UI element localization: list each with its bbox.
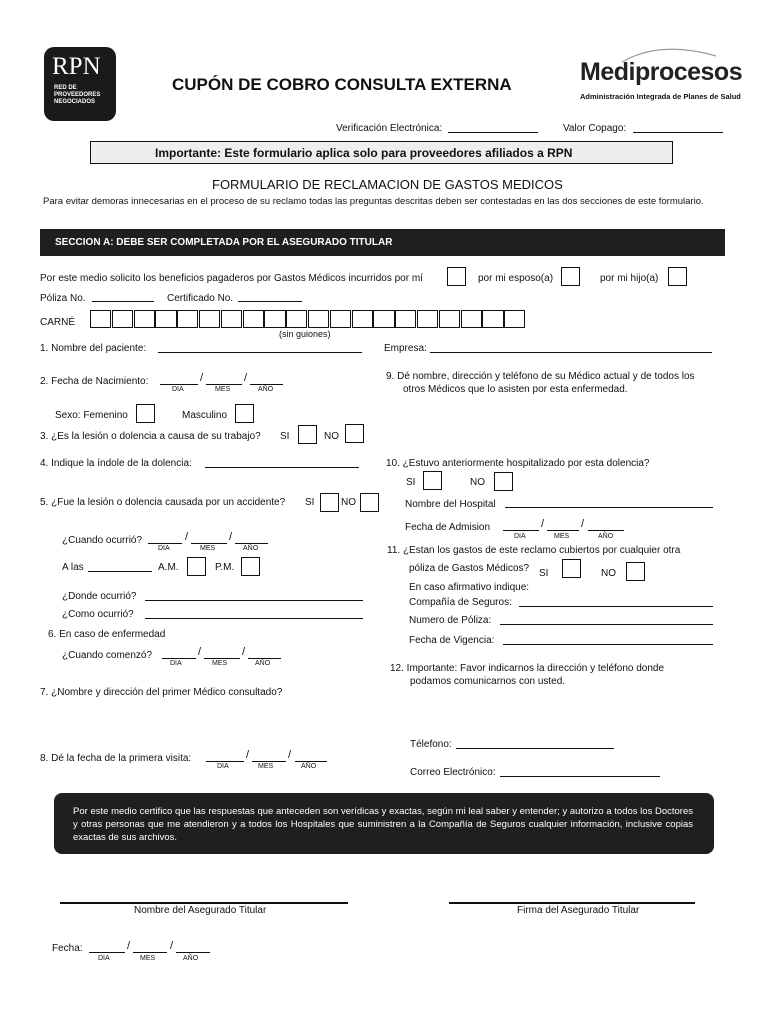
spouse-checkbox[interactable] [561,267,580,286]
correo-field[interactable] [500,776,660,777]
sign-month-field[interactable] [133,952,167,953]
verificacion-field[interactable] [448,132,538,133]
q10-no-label: NO [470,477,485,488]
carne-cell[interactable] [134,310,155,328]
mes-caption: MES [554,533,570,540]
form-title: FORMULARIO DE RECLAMACION DE GASTOS MEDICOS [212,177,563,192]
poliza-label: Póliza No. [40,293,86,304]
ano-caption: AÑO [301,763,317,770]
mes-caption: MES [258,763,274,770]
donde-label: ¿Donde ocurrió? [62,591,137,602]
carne-cell[interactable] [264,310,285,328]
q5-si-checkbox[interactable] [320,493,339,512]
certification-text: Por este medio certifico que las respuestas que anteceden son verídicas y exactas, según mi leal saber y entender; y autorizo a todos los Doctores y otras personas que me atendieron y a todos los Hospitales que suministren a la Compañía de Seguros cualquier información, inclusive copias exactas de sus archivos. [73,806,693,843]
sexo-label: Sexo: Femenino [55,410,128,421]
copago-label: Valor Copago: [563,123,627,134]
q2-label: 2. Fecha de Nacimiento: [40,376,149,387]
carne-label: CARNÉ [40,317,76,328]
copago-field[interactable] [633,132,723,133]
admision-day-field[interactable] [503,530,539,531]
time-field[interactable] [88,571,152,572]
empresa-label: Empresa: [384,343,427,354]
visit-day-field[interactable] [206,761,244,762]
illness-year-field[interactable] [248,658,281,659]
ano-caption: AÑO [258,386,274,393]
intro-text: Para evitar demoras innecesarias en el proceso de su reclamo todas las preguntas descritas deben ser contestadas en las dos secciones de este formulario. [43,196,704,207]
birth-year-field[interactable] [250,384,283,385]
patient-name-field[interactable] [158,352,362,353]
q9-label-1: 9. Dé nombre, dirección y teléfono de su Médico actual y de todos los [386,371,695,382]
q11-si-checkbox[interactable] [562,559,581,578]
mes-caption: MES [140,955,156,962]
carne-cell[interactable] [199,310,220,328]
q6-label: 6. En caso de enfermedad [48,629,166,640]
pm-checkbox[interactable] [241,557,260,576]
certificado-label: Certificado No. [167,293,234,304]
rpn-logo-subtext: RED DE PROVEEDORES NEGOCIADOS [54,85,101,105]
afirmativo-label: En caso afirmativo indique: [409,582,530,593]
certificado-field[interactable] [238,301,302,302]
mes-caption: MES [215,386,231,393]
carne-cell[interactable] [439,310,460,328]
pm-label: P.M. [215,562,235,573]
q3-no-checkbox[interactable] [345,424,364,443]
carne-cell[interactable] [417,310,438,328]
rpn-logo-text: RPN [52,53,101,80]
accident-day-field[interactable] [148,543,182,544]
carne-cell[interactable] [373,310,394,328]
carne-cell[interactable] [330,310,351,328]
vigencia-field[interactable] [503,644,713,645]
q3-si-checkbox[interactable] [298,425,317,444]
masculino-label: Masculino [182,410,228,421]
q7-label: 7. ¿Nombre y dirección del primer Médico consultado? [40,687,283,698]
am-label: A.M. [158,562,179,573]
dia-caption: DIA [98,955,110,962]
compania-field[interactable] [519,606,713,607]
carne-cell[interactable] [504,310,525,328]
q11-si-label: SI [539,568,549,579]
self-checkbox[interactable] [447,267,466,286]
sign-day-field[interactable] [89,952,125,953]
q1-label: 1. Nombre del paciente: [40,343,147,354]
compania-label: Compañía de Seguros: [409,597,512,608]
illness-day-field[interactable] [162,658,196,659]
poliza-field[interactable] [92,301,154,302]
carne-cell[interactable] [352,310,373,328]
section-a-title: SECCION A: DEBE SER COMPLETADA POR EL ASEGURADO TITULAR [55,237,393,248]
q11-label-1: 11. ¿Estan los gastos de este reclamo cubiertos por cualquier otra [387,545,681,556]
visit-month-field[interactable] [252,761,286,762]
correo-label: Correo Electrónico: [410,767,496,778]
ano-caption: AÑO [255,660,271,667]
illness-month-field[interactable] [204,658,240,659]
ano-caption: AÑO [243,545,259,552]
admision-label: Fecha de Admision [405,522,491,533]
notice-text: Importante: Este formulario aplica solo para proveedores afiliados a RPN [155,146,573,160]
q3-label: 3. ¿Es la lesión o dolencia a causa de su trabajo? [40,431,261,442]
empresa-field[interactable] [430,352,712,353]
q11-label-2: póliza de Gastos Médicos? [409,563,530,574]
carne-cell[interactable] [112,310,133,328]
dolencia-field[interactable] [205,467,359,468]
q10-label: 10. ¿Estuvo anteriormente hospitalizado por esta dolencia? [386,458,650,469]
q12-label-2: podamos comunicarnos con usted. [410,676,566,687]
accident-year-field[interactable] [235,543,268,544]
child-checkbox[interactable] [668,267,687,286]
request-text: Por este medio solicito los beneficios pagaderos por Gastos Médicos incurridos por mí [40,273,423,284]
spouse-label: por mi esposo(a) [478,273,554,284]
q3-si-label: SI [280,431,290,442]
numero-poliza-field[interactable] [500,624,713,625]
birth-month-field[interactable] [206,384,242,385]
signature-label: Firma del Asegurado Titular [517,905,640,916]
name-signature-line[interactable] [60,902,348,904]
carne-cell[interactable] [177,310,198,328]
mes-caption: MES [212,660,228,667]
admision-month-field[interactable] [547,530,579,531]
mediprocesos-logo: Mediprocesos [580,58,743,86]
dia-caption: DIA [158,545,170,552]
q11-no-checkbox[interactable] [626,562,645,581]
logo-swoosh-icon [620,44,720,66]
q5-si-label: SI [305,497,315,508]
carne-cell[interactable] [308,310,329,328]
q5-label: 5. ¿Fue la lesión o dolencia causada por un accidente? [40,497,286,508]
femenino-checkbox[interactable] [136,404,155,423]
carne-note: (sin guiones) [279,329,331,339]
cuando-label: ¿Cuando ocurrió? [62,535,143,546]
q10-si-label: SI [406,477,416,488]
mes-caption: MES [200,545,216,552]
q3-no-label: NO [324,431,339,442]
child-label: por mi hijo(a) [600,273,659,284]
carne-cell[interactable] [90,310,111,328]
telefono-field[interactable] [456,748,614,749]
numero-label: Numero de Póliza: [409,615,492,626]
rpn-logo [44,47,116,121]
dia-caption: DIA [514,533,526,540]
brand-subtitle: Administración Integrada de Planes de Salud [580,92,741,101]
donde-field[interactable] [145,600,363,601]
signature-line[interactable] [449,902,695,904]
telefono-label: Télefono: [410,739,452,750]
dia-caption: DIA [170,660,182,667]
q11-no-label: NO [601,568,616,579]
ano-caption: AÑO [598,533,614,540]
carne-cell[interactable] [243,310,264,328]
carne-cell[interactable] [482,310,503,328]
carne-cell[interactable] [461,310,482,328]
q9-label-2: otros Médicos que lo asisten por esta enfermedad. [403,384,628,395]
birth-day-field[interactable] [160,384,198,385]
accident-month-field[interactable] [191,543,227,544]
q10-si-checkbox[interactable] [423,471,442,490]
q10-no-checkbox[interactable] [494,472,513,491]
hospital-field[interactable] [505,507,713,508]
masculino-checkbox[interactable] [235,404,254,423]
carne-cell[interactable] [155,310,176,328]
como-label: ¿Como ocurrió? [62,609,134,620]
verificacion-label: Verificación Electrónica: [336,123,443,134]
q5-no-checkbox[interactable] [360,493,379,512]
carne-cell[interactable] [395,310,416,328]
q12-label-1: 12. Importante: Favor indicarnos la dirección y teléfono donde [390,663,665,674]
fecha-label: Fecha: [52,943,83,954]
hospital-label: Nombre del Hospital [405,499,496,510]
dia-caption: DIA [172,386,184,393]
admision-year-field[interactable] [588,530,624,531]
vigencia-label: Fecha de Vigencia: [409,635,495,646]
q5-no-label: NO [341,497,356,508]
name-signature-label: Nombre del Asegurado Titular [134,905,267,916]
ano-caption: AÑO [183,955,199,962]
carne-cell[interactable] [286,310,307,328]
q4-label: 4. Indique la índole de la dolencia: [40,458,192,469]
page-title: CUPÓN DE COBRO CONSULTA EXTERNA [172,75,512,94]
alas-label: A las [62,562,84,573]
comenzo-label: ¿Cuando comenzó? [62,650,153,661]
dia-caption: DIA [217,763,229,770]
am-checkbox[interactable] [187,557,206,576]
visit-year-field[interactable] [295,761,327,762]
sign-year-field[interactable] [176,952,210,953]
carne-cell[interactable] [221,310,242,328]
como-field[interactable] [145,618,363,619]
q8-label: 8. Dé la fecha de la primera visita: [40,753,192,764]
